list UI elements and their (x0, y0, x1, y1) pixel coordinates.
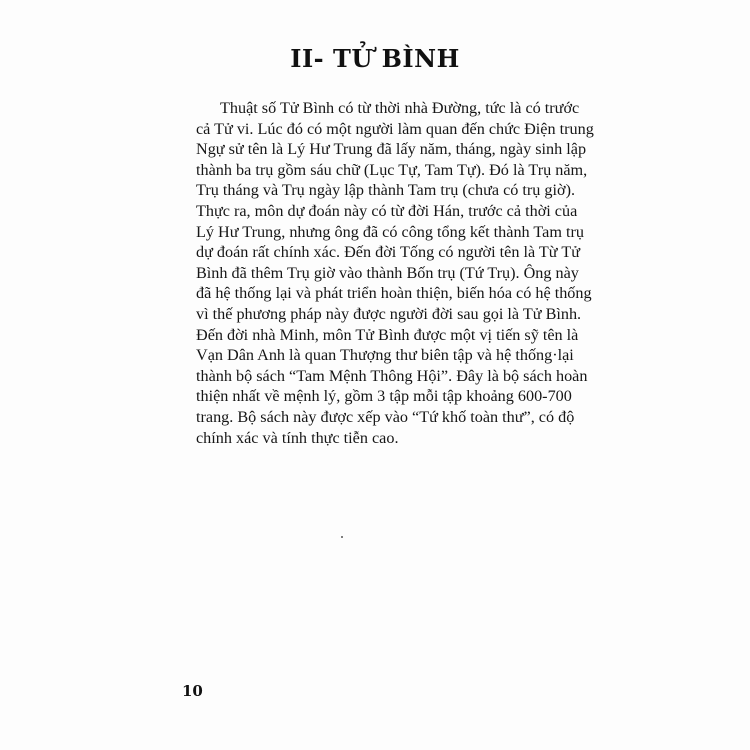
text-line: thành ba trụ gồm sáu chữ (Lục Tự, Tam Tự). Đó là Trụ năm, (196, 160, 588, 179)
text-line: Thuật số Tử Bình có từ thời nhà Đường, tức là có trước (196, 99, 580, 117)
text-line: đã hệ thống lại và phát triển hoàn thiện, biến hóa có hệ thống (196, 284, 592, 303)
page-number: 10 (182, 682, 203, 700)
text-line: trang. Bộ sách này được xếp vào “Tứ khố toàn thư”, có độ (196, 407, 575, 426)
text-line: chính xác và tính thực tiễn cao. (196, 428, 399, 447)
text-line: Bình đã thêm Trụ giờ vào thành Bốn trụ (Tứ Trụ). Ông này (196, 263, 579, 282)
text-line: Đến đời nhà Minh, môn Tử Bình được một vị tiến sỹ tên là (196, 325, 579, 344)
text-line: Trụ tháng và Trụ ngày lập thành Tam trụ (chưa có trụ giờ). (196, 181, 576, 200)
text-line: dự đoán rất chính xác. Đến đời Tống có người tên là Từ Tử (196, 243, 580, 262)
text-line: Vạn Dân Anh là quan Thượng thư biên tập và hệ thống·lại (196, 346, 574, 365)
text-line: thiện nhất về mệnh lý, gồm 3 tập mỗi tập khoảng 600-700 (196, 387, 572, 406)
print-speck (341, 536, 343, 538)
body-paragraph (196, 98, 594, 448)
text-line: vì thế phương pháp này được người đời sau gọi là Tử Bình. (196, 304, 582, 323)
text-line: Lý Hư Trung, nhưng ông đã có công tổng kết thành Tam trụ (196, 222, 584, 241)
text-line: Thực ra, môn dự đoán này có từ đời Hán, trước cả thời của (196, 201, 578, 220)
text-line: thành bộ sách “Tam Mệnh Thông Hội”. Đây là bộ sách hoàn (196, 366, 588, 385)
text-line: cả Tử vi. Lúc đó có một người làm quan đến chức Điện trung (196, 119, 594, 138)
text-line: Ngự sử tên là Lý Hư Trung đã lấy năm, tháng, ngày sinh lập (196, 140, 587, 159)
chapter-title: II- TỬ BÌNH (290, 44, 460, 73)
